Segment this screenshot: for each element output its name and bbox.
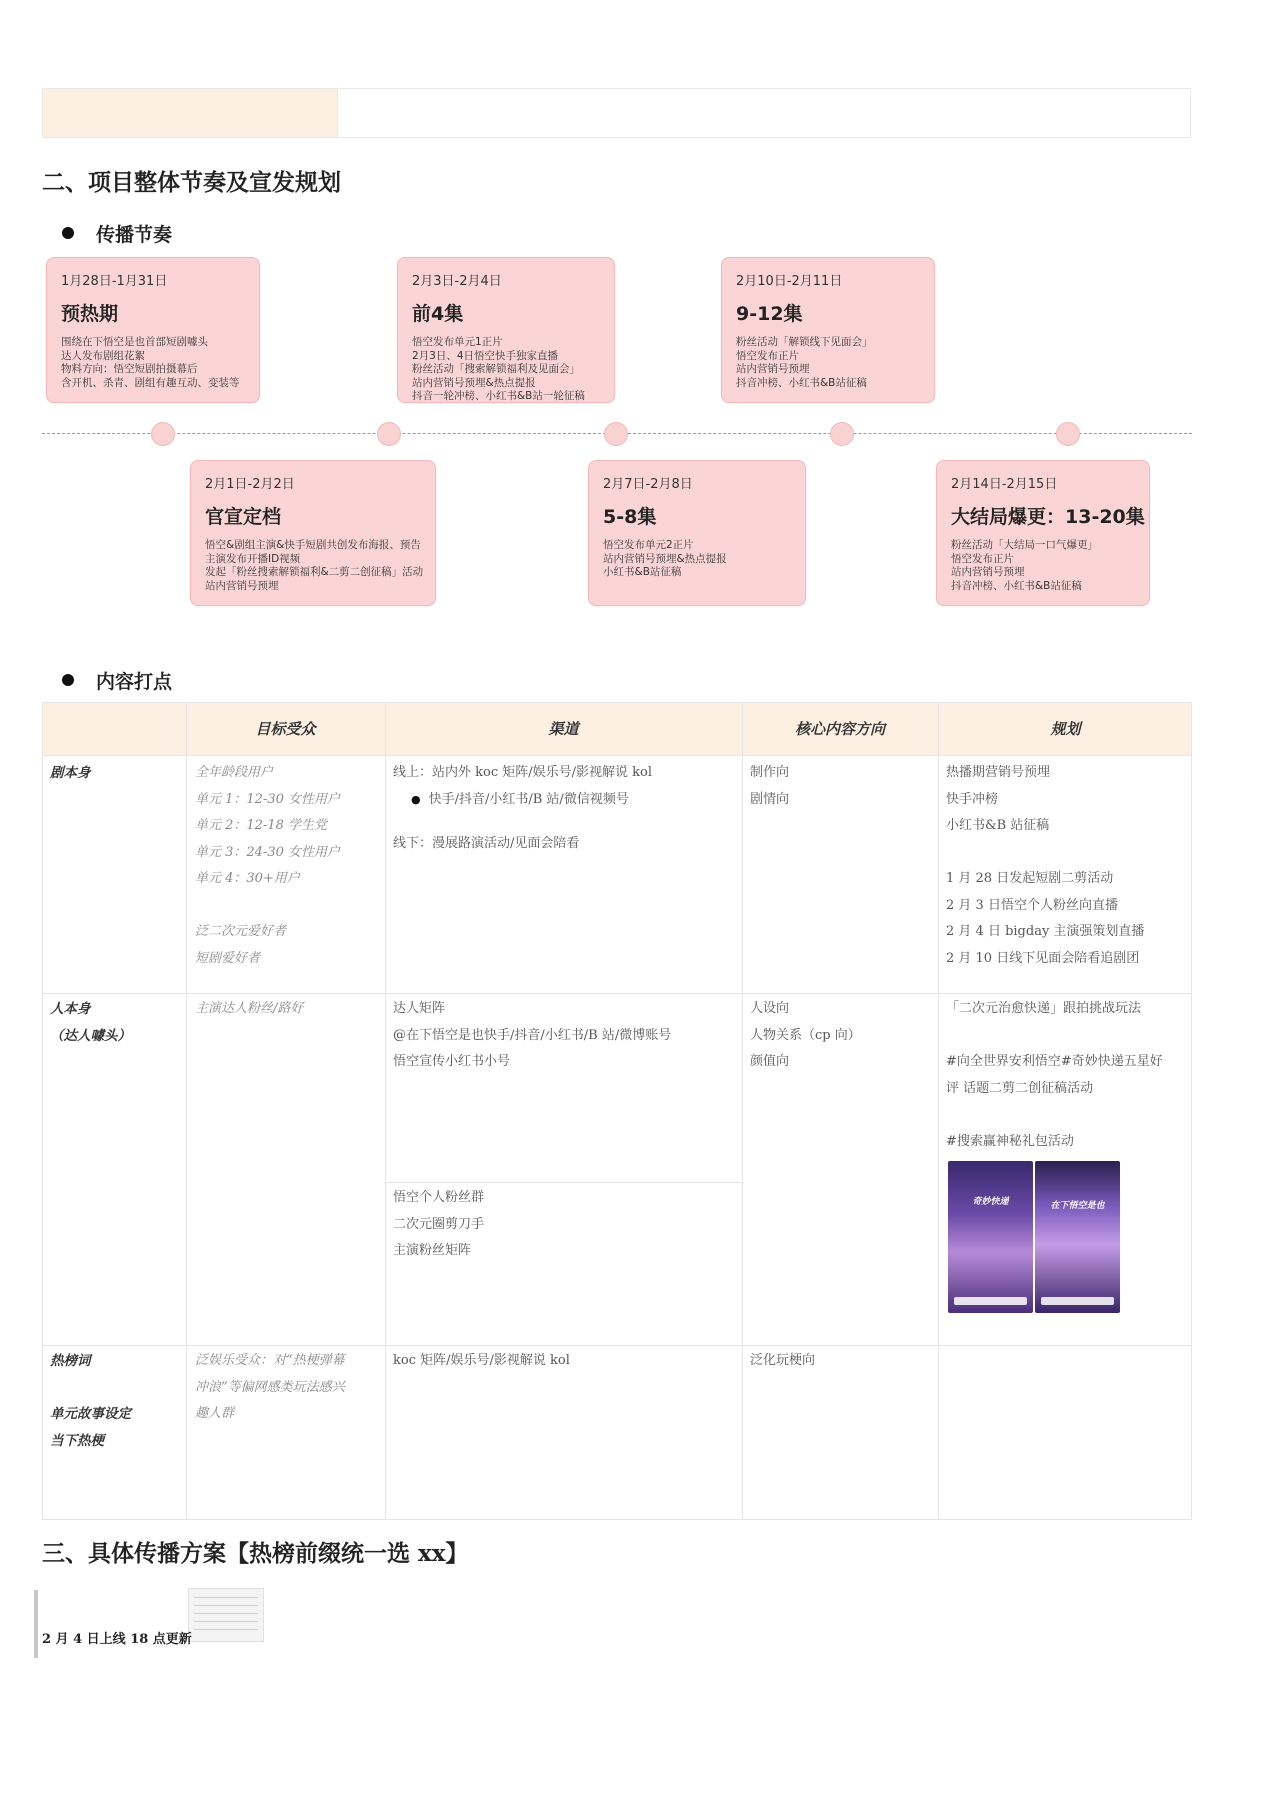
timeline-dot	[830, 422, 854, 446]
card-line: 含开机、杀青、剧组有趣互动、变装等	[61, 376, 240, 389]
row-label-line: （达人噱头）	[50, 1027, 131, 1044]
channel-cell	[393, 996, 671, 1076]
card-line: 抖音冲榜、小红书&B站征稿	[736, 376, 867, 389]
audience-line: 主演达人粉丝/路好	[195, 1001, 304, 1016]
card-line: 站内营销号预埋	[736, 363, 810, 375]
audience-line: 冲浪”等偏网感类玩法感兴	[195, 1379, 345, 1395]
card-date: 2月3日-2月4日	[412, 274, 502, 289]
timeline-dot	[151, 422, 175, 446]
card-line: 站内营销号预埋&热点提报	[412, 376, 536, 389]
row-label-line: 热榜词	[50, 1353, 91, 1369]
header-channel: 渠道	[548, 720, 579, 738]
card-date: 2月10日-2月11日	[736, 274, 843, 289]
plan-line: 热播期营销号预埋	[946, 765, 1051, 780]
content-table	[42, 702, 1192, 1520]
col-divider	[385, 703, 386, 1519]
audience-line: 泛娱乐受众：对“热梗弹幕	[195, 1353, 345, 1368]
audience-cell	[195, 1348, 345, 1428]
poster-title: 奇妙快递	[972, 1197, 1009, 1207]
card-line: 主演发布开播ID视频	[205, 552, 301, 565]
timeline-dot	[604, 422, 628, 446]
top-table-strip	[42, 88, 1191, 138]
audience-line: 单元 3：24-30 女性用户	[195, 844, 341, 860]
row-label-line: 人本身	[50, 1001, 91, 1017]
timeline-card-finale	[936, 460, 1150, 606]
core-cell	[750, 760, 789, 813]
channel-cell	[393, 760, 652, 858]
col-divider	[186, 703, 187, 1519]
plan-line: 2 月 3 日悟空个人粉丝向直播	[946, 897, 1118, 913]
subheading-content-text: 内容打点	[96, 671, 173, 693]
core-line: 颜值向	[750, 1054, 790, 1069]
poster-bar	[954, 1297, 1027, 1305]
card-line: 围绕在下悟空是也首部短剧噱头	[61, 336, 208, 348]
blank-line	[50, 1375, 131, 1402]
card-date: 2月7日-2月8日	[603, 477, 693, 492]
schedule-thumbnail	[188, 1588, 264, 1642]
audience-line: 泛二次元爱好者	[195, 924, 287, 939]
poster-image	[948, 1161, 1033, 1313]
card-line: 悟空发布正片	[951, 552, 1014, 565]
row-divider	[43, 993, 1191, 994]
poster-title: 在下悟空是也	[1050, 1201, 1105, 1211]
card-line: 站内营销号预埋	[951, 566, 1025, 578]
card-line: 发起「粉丝搜索解锁福利&二剪二创征稿」活动	[205, 566, 424, 578]
timeline-dot	[377, 422, 401, 446]
card-line: 悟空&剧组主演&快手短剧共创发布海报、预告	[205, 539, 421, 551]
section3-heading: 三、具体传播方案【热榜前缀统一选 xx】	[42, 1540, 469, 1567]
plan-line: #向全世界安利悟空#奇妙快递五星好	[946, 1054, 1163, 1069]
card-title: 5-8集	[603, 506, 657, 528]
thumb-line	[194, 1613, 258, 1614]
poster-image	[1035, 1161, 1120, 1313]
thumb-line	[194, 1629, 258, 1630]
core-cell	[750, 996, 861, 1076]
card-title: 大结局爆更：13-20集	[951, 506, 1145, 528]
channel-line: 悟空宣传小红书小号	[393, 1054, 511, 1069]
quote-bar	[34, 1590, 38, 1658]
timeline-card-preheat	[46, 257, 260, 403]
channel-cell	[393, 1185, 484, 1265]
timeline-card-ep9-12	[721, 257, 935, 403]
bullet-dot-icon	[62, 674, 74, 686]
audience-line: 全年龄段用户	[195, 765, 274, 780]
header-plan: 规划	[1050, 720, 1081, 738]
cell-divider	[385, 1182, 742, 1183]
header-audience: 目标受众	[255, 720, 316, 738]
channel-cell: koc 矩阵/娱乐号/影视解说 kol	[393, 1353, 570, 1368]
subheading-rhythm	[62, 220, 172, 247]
section2-heading: 二、项目整体节奏及宣发规划	[42, 169, 341, 196]
audience-line: 短剧爱好者	[195, 950, 261, 966]
thumb-line	[194, 1605, 258, 1606]
card-date: 1月28日-1月31日	[61, 274, 168, 289]
blank-line	[946, 1102, 1163, 1129]
channel-line: 线上：站内外 koc 矩阵/娱乐号/影视解说 kol	[393, 765, 653, 780]
bullet-dot-icon	[62, 227, 74, 239]
plan-cell	[946, 760, 1144, 972]
row-label: 剧本身	[50, 765, 91, 781]
audience-cell	[195, 996, 303, 1023]
card-line: 站内营销号预埋	[205, 579, 279, 592]
thumb-line	[194, 1597, 258, 1598]
poster-bar	[1041, 1297, 1114, 1305]
row-label	[50, 1348, 131, 1454]
timeline-dot	[1056, 422, 1080, 446]
card-title: 前4集	[412, 303, 464, 325]
audience-line: 单元 4：30+用户	[195, 871, 300, 886]
col-divider	[938, 703, 939, 1519]
core-line: 制作向	[750, 765, 790, 780]
card-line: 物料方向：悟空短剧拍摄幕后	[61, 363, 198, 375]
plan-line: 小红书&B 站征稿	[946, 818, 1050, 833]
subheading-content	[62, 667, 172, 694]
thumb-line	[194, 1621, 258, 1622]
channel-line: 主演粉丝矩阵	[393, 1243, 472, 1258]
blank-line	[195, 893, 340, 920]
core-line: 人设向	[750, 1001, 790, 1016]
card-line: 悟空发布单元1正片	[412, 336, 503, 348]
card-line: 粉丝活动「解锁线下见面会」	[736, 336, 873, 348]
card-line: 粉丝活动「大结局一口气爆更」	[951, 539, 1098, 551]
card-line: 站内营销号预埋&热点提报	[603, 552, 727, 565]
subheading-rhythm-text: 传播节奏	[96, 224, 173, 246]
channel-line: 达人矩阵	[393, 1001, 446, 1016]
channel-line: 线下：漫展路演活动/见面会陪看	[393, 836, 580, 851]
card-title: 官宣定档	[205, 506, 282, 528]
blank-line	[946, 1023, 1163, 1050]
card-title: 预热期	[61, 303, 119, 325]
timeline-card-announce	[190, 460, 436, 606]
col-divider	[742, 703, 743, 1519]
row-label-line: 单元故事设定	[50, 1406, 131, 1422]
card-line: 悟空发布正片	[736, 349, 799, 362]
channel-line: 二次元圈剪刀手	[393, 1216, 485, 1232]
blank-line	[393, 813, 652, 831]
timeline-card-ep1-4	[397, 257, 615, 403]
plan-line: 快手冲榜	[946, 791, 999, 807]
card-date: 2月14日-2月15日	[951, 477, 1058, 492]
header-core: 核心内容方向	[794, 720, 885, 738]
timeline-card-ep5-8	[588, 460, 806, 606]
audience-line: 单元 2：12-18 学生党	[195, 818, 328, 833]
row-divider	[43, 1345, 1191, 1346]
audience-cell	[195, 760, 340, 972]
audience-line: 单元 1：12-30 女性用户	[195, 791, 341, 807]
plan-line: #搜索赢神秘礼包活动	[946, 1133, 1074, 1149]
audience-line: 趣人群	[195, 1406, 235, 1421]
channel-bullet: ● 快手/抖音/小红书/B 站/微信视频号	[393, 787, 652, 814]
core-line: 剧情向	[750, 791, 790, 807]
footer-note: 2 月 4 日上线 18 点更新	[42, 1632, 192, 1647]
plan-line: 2 月 4 日 bigday 主演强策划直播	[946, 924, 1145, 939]
top-table-cell	[43, 89, 338, 137]
plan-line: 评 话题二剪二创征稿活动	[946, 1080, 1094, 1096]
plan-line: 「二次元治愈快递」跟拍挑战玩法	[946, 1001, 1142, 1016]
card-line: 抖音一轮冲榜、小红书&B站一轮征稿	[412, 390, 585, 402]
row-label-line: 当下热梗	[50, 1432, 104, 1449]
card-line: 2月3日、4日悟空快手独家直播	[412, 349, 559, 362]
channel-line: 悟空个人粉丝群	[393, 1190, 485, 1205]
card-line: 小红书&B站征稿	[603, 566, 682, 578]
plan-line: 2 月 10 日线下见面会陪看追剧团	[946, 950, 1140, 966]
row-label	[50, 996, 131, 1049]
channel-line: @在下悟空是也快手/抖音/小红书/B 站/微博账号	[393, 1027, 672, 1043]
plan-cell	[946, 996, 1163, 1155]
core-cell: 泛化玩梗向	[750, 1353, 816, 1368]
blank-line	[946, 840, 1144, 867]
card-line: 粉丝活动「搜索解锁福利及见面会」	[412, 363, 580, 375]
plan-line: 1 月 28 日发起短剧二剪活动	[946, 871, 1114, 886]
card-date: 2月1日-2月2日	[205, 477, 295, 492]
core-line: 人物关系（cp 向）	[750, 1027, 861, 1043]
card-title: 9-12集	[736, 303, 803, 325]
card-line: 达人发布剧组花絮	[61, 349, 145, 362]
card-line: 悟空发布单元2正片	[603, 539, 694, 551]
card-line: 抖音冲榜、小红书&B站征稿	[951, 579, 1082, 592]
